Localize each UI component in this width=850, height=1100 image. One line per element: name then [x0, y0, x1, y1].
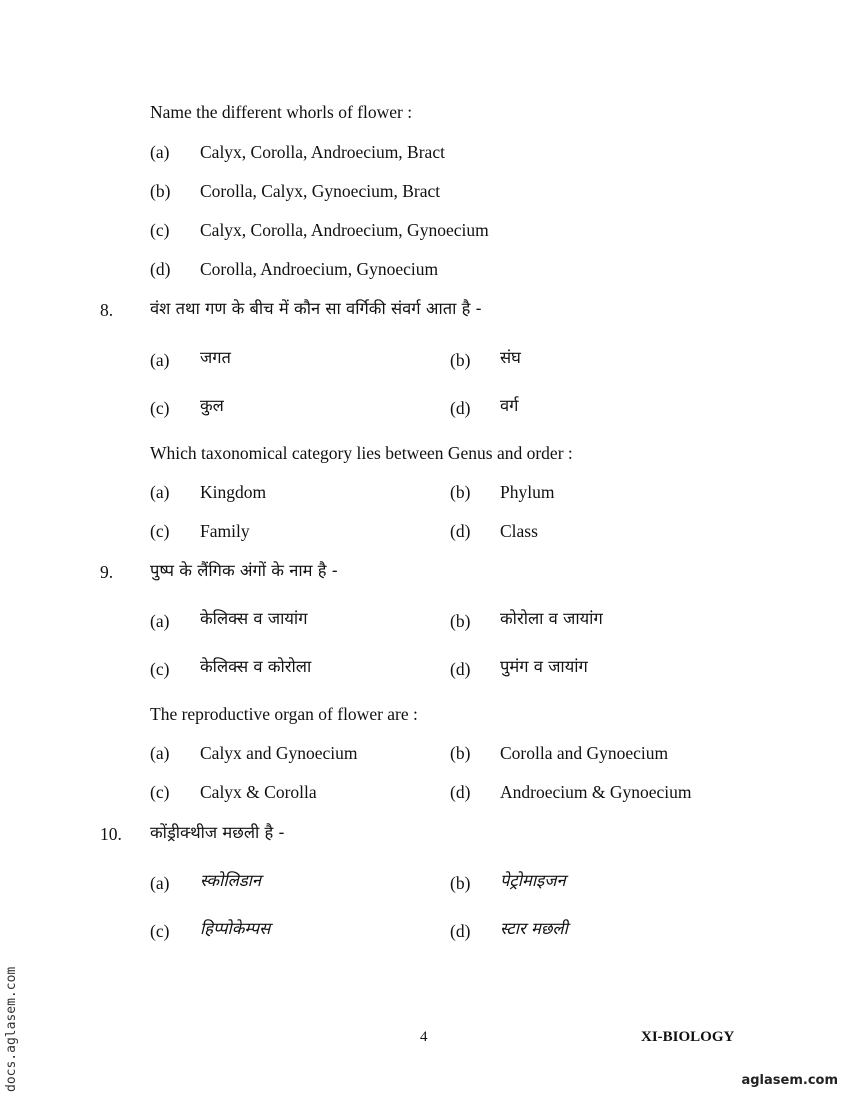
option-text: Class: [500, 521, 538, 541]
option-label: (a): [150, 142, 170, 162]
option-label: (a): [150, 350, 170, 370]
option-text: वर्ग: [500, 396, 519, 415]
site-name: aglasem.com: [741, 1073, 838, 1088]
question-7-english-text: Name the different whorls of flower :: [150, 102, 413, 122]
option-text: Kingdom: [200, 482, 267, 502]
option-text: कुल: [200, 396, 224, 415]
option-label: (d): [450, 398, 471, 418]
question-9-english-text: The reproductive organ of flower are :: [150, 704, 418, 724]
option-label: (d): [150, 259, 171, 279]
option-label: (a): [150, 611, 170, 631]
option-text: Calyx and Gynoecium: [200, 743, 358, 763]
option-text: पेट्रोमाइजन: [500, 871, 566, 890]
option-text: कोरोला व जायांग: [500, 609, 603, 628]
option-label: (d): [450, 782, 471, 802]
option-text: Calyx & Corolla: [200, 782, 317, 802]
option-text: संघ: [500, 348, 521, 367]
option-label: (a): [150, 482, 170, 502]
option-label: (d): [450, 659, 471, 679]
option-label: (d): [450, 521, 471, 541]
option-label: (c): [150, 921, 170, 941]
question-number: 10.: [100, 824, 122, 844]
option-label: (c): [150, 220, 170, 240]
option-text: Family: [200, 521, 250, 541]
option-text: Phylum: [500, 482, 555, 502]
option-text: Androecium & Gynoecium: [500, 782, 692, 802]
option-text: Corolla, Calyx, Gynoecium, Bract: [200, 181, 441, 201]
page-number: 4: [420, 1029, 428, 1045]
option-label: (a): [150, 743, 170, 763]
option-text: हिप्पोकेम्पस: [200, 919, 271, 938]
option-label: (b): [450, 350, 471, 370]
option-label: (c): [150, 398, 170, 418]
option-text: Calyx, Corolla, Androecium, Bract: [200, 142, 445, 162]
option-label: (c): [150, 521, 170, 541]
option-text: केलिक्स व कोरोला: [200, 657, 312, 676]
option-text: Calyx, Corolla, Androecium, Gynoecium: [200, 220, 489, 240]
option-label: (b): [450, 743, 471, 763]
option-label: (d): [450, 921, 471, 941]
question-10-hindi-text: कोंड्रीक्थीज मछली है -: [150, 823, 285, 842]
option-label: (b): [450, 482, 471, 502]
question-8-english-text: Which taxonomical category lies between Genus and order :: [150, 443, 573, 463]
watermark-text: docs.aglasem.com: [4, 966, 19, 1092]
question-9-hindi-text: पुष्प के लैंगिक अंगों के नाम है -: [150, 561, 338, 580]
option-label: (a): [150, 873, 170, 893]
option-label: (c): [150, 659, 170, 679]
option-label: (b): [450, 611, 471, 631]
option-text: जगत: [200, 348, 231, 367]
option-text: Corolla, Androecium, Gynoecium: [200, 259, 439, 279]
question-number: 9.: [100, 562, 114, 582]
option-label: (b): [150, 181, 171, 201]
question-8-hindi-text: वंश तथा गण के बीच में कौन सा वर्गिकी संवर्ग आता है -: [150, 299, 482, 318]
option-label: (b): [450, 873, 471, 893]
option-text: केलिक्स व जायांग: [200, 609, 308, 628]
option-text: स्कोलिडान: [200, 871, 262, 890]
option-text: पुमंग व जायांग: [500, 657, 588, 676]
question-number: 8.: [100, 300, 114, 320]
subject-footer: XI-BIOLOGY: [641, 1029, 735, 1045]
option-text: स्टार मछली: [500, 919, 568, 938]
option-text: Corolla and Gynoecium: [500, 743, 669, 763]
option-label: (c): [150, 782, 170, 802]
